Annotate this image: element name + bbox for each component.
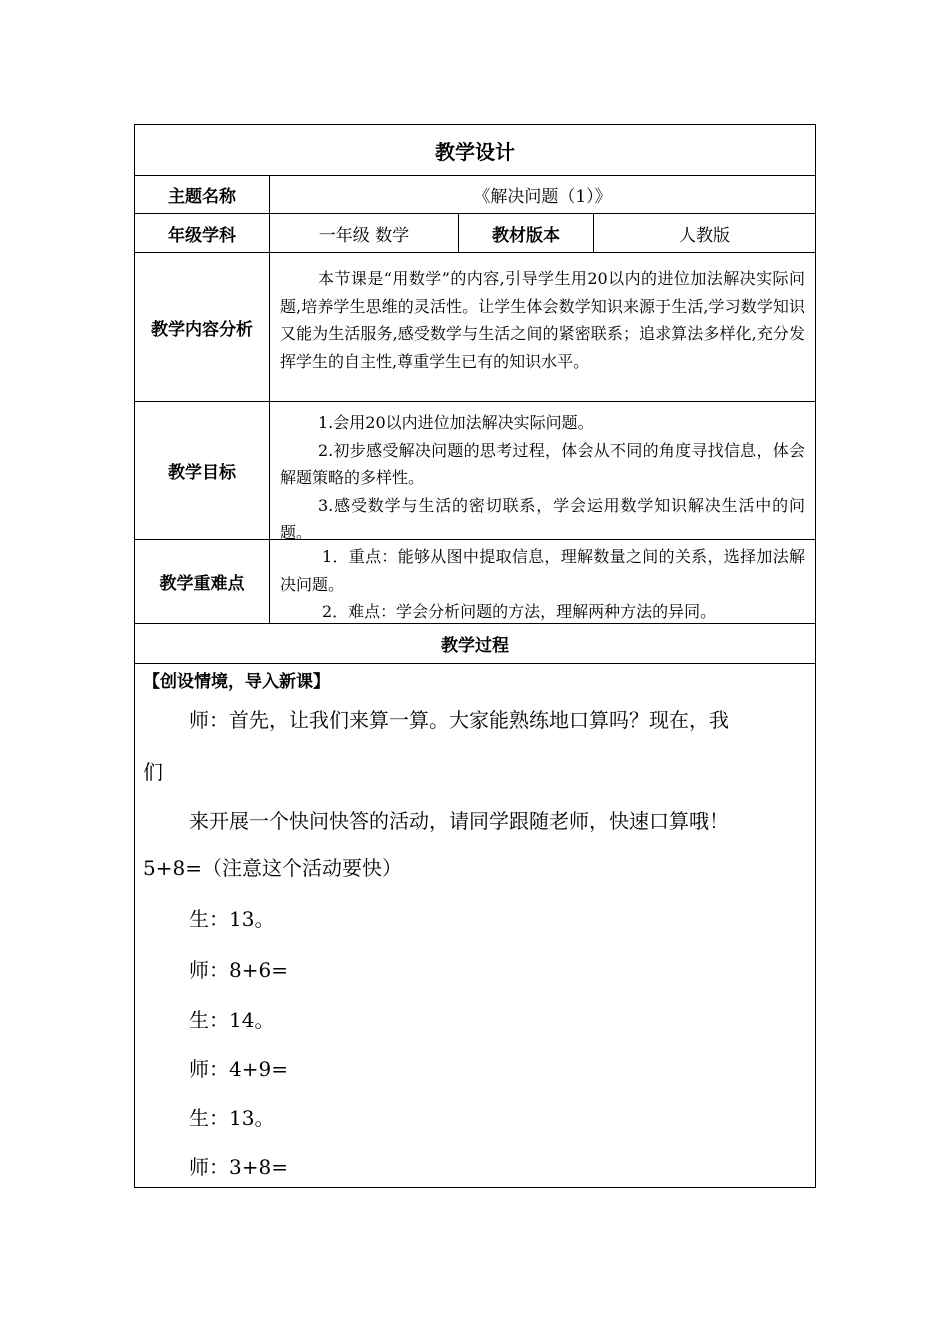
dialogue-line: 5+8=（注意这个活动要快）: [143, 856, 402, 880]
process-label: 教学过程: [441, 636, 509, 656]
title-row: [134, 124, 816, 176]
version-value: 人教版: [593, 214, 815, 252]
goals-row: [134, 401, 816, 540]
goals-list: [280, 409, 805, 547]
grade-label: 年级学科: [168, 225, 236, 246]
key-points-label: 教学重难点: [159, 574, 245, 594]
key-points-list: [280, 543, 805, 626]
topic-row: [134, 175, 816, 214]
lesson-plan-table: [134, 124, 816, 1188]
key-points-row: [134, 539, 816, 624]
document-title: 教学设计: [435, 139, 515, 164]
dialogue-line: 师：首先，让我们来算一算。大家能熟练地口算吗？现在，我: [189, 708, 729, 732]
goal-item: 2.初步感受解决问题的思考过程，体会从不同的角度寻找信息，体会解题策略的多样性。: [280, 440, 805, 487]
topic-label: 主题名称: [168, 187, 236, 207]
dialogue-line: 生：13。: [189, 907, 275, 931]
key-point-item: 2．难点：学会分析问题的方法，理解两种方法的异同。: [322, 602, 717, 621]
dialogue-line: 生：13。: [189, 1106, 275, 1130]
process-header-row: [134, 623, 816, 664]
dialogue-line: 来开展一个快问快答的活动，请同学跟随老师，快速口算哦！: [189, 809, 729, 833]
content-analysis-row: [134, 252, 816, 402]
process-lines: [143, 664, 807, 1187]
dialogue-line: 师：4+9=: [189, 1057, 288, 1081]
content-analysis-text: 本节课是“用数学”的内容,引导学生用20以内的进位加法解决实际问题,培养学生思维的灵活性。让学生体会数学知识来源于生活,学习数学知识又能为生活服务,感受数学与生活之间的紧密联系；追求算法多样化,充分发挥学生的自主性,尊重学生已有的知识水平。: [280, 269, 805, 371]
key-points-cell: [269, 540, 815, 623]
grade-row: [134, 213, 816, 253]
goals-label: 教学目标: [168, 463, 236, 483]
content-analysis-cell: [269, 253, 815, 401]
version-label: 教材版本: [458, 214, 593, 252]
goal-item: 3.感受数学与生活的密切联系，学会运用数学知识解决生活中的问题。: [280, 495, 805, 542]
goal-item: 1.会用20以内进位加法解决实际问题。: [318, 413, 594, 432]
dialogue-line: 们: [143, 760, 163, 784]
section-heading: 【创设情境，导入新课】: [143, 672, 330, 692]
key-point-item: 1．重点：能够从图中提取信息，理解数量之间的关系，选择加法解决问题。: [280, 547, 805, 594]
goals-cell: [269, 402, 815, 542]
dialogue-line: 师：3+8=: [189, 1155, 288, 1179]
content-analysis-label: 教学内容分析: [151, 319, 253, 340]
grade-value: 一年级 数学: [269, 214, 458, 252]
dialogue-line: 师：8+6=: [189, 958, 288, 982]
dialogue-line: 生：14。: [189, 1008, 275, 1032]
process-body: [134, 663, 816, 1188]
topic-value: 《解决问题（1）》: [269, 176, 815, 213]
